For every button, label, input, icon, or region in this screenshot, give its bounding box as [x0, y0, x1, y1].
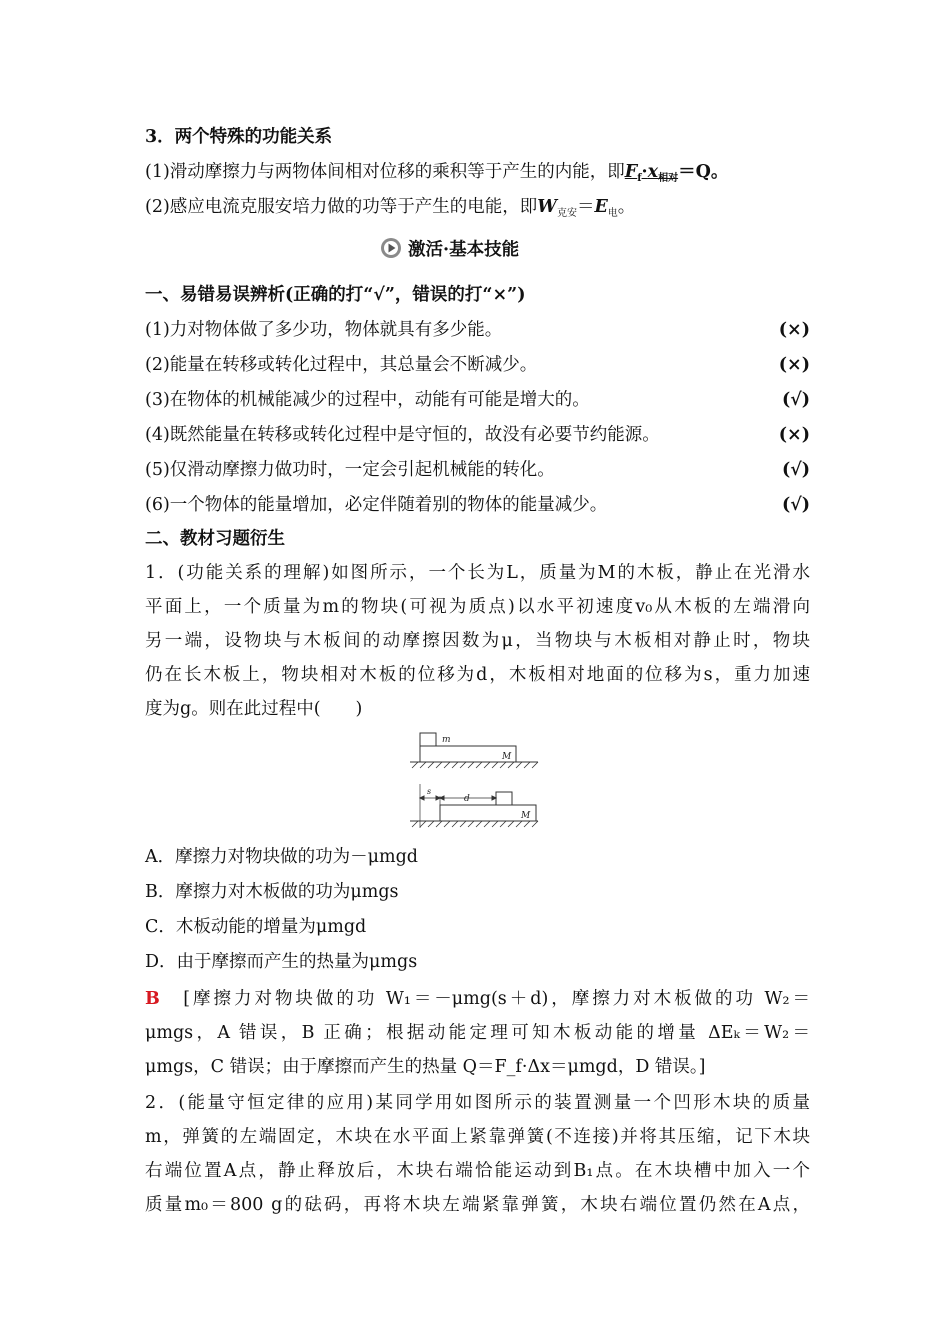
paragraph-1	[145, 155, 810, 192]
play-circle-icon	[380, 237, 402, 259]
judgment-mark: (√)	[781, 495, 810, 515]
judgment-text: (5)仅滑动摩擦力做功时，一定会引起机械能的转化。	[145, 460, 555, 480]
option-c: C．木板动能的增量为μmgd	[145, 917, 367, 937]
s-label: s	[427, 787, 432, 796]
q1-line: 度为g。则在此过程中( )	[145, 699, 363, 719]
p2-w: W	[537, 197, 557, 217]
p1-formula	[625, 162, 678, 182]
judgment-mark: (×)	[778, 320, 810, 340]
judgment-item	[145, 348, 810, 382]
option-b: B．摩擦力对木板做的功为μmgs	[145, 882, 399, 902]
part2-title: 二、教材习题衍生	[145, 529, 285, 549]
p2-end: 。	[617, 197, 636, 217]
judgment-item	[145, 418, 810, 452]
p1-formula-sub-rel: 相对	[658, 173, 679, 184]
q2-line: 2．(能量守恒定律的应用)某同学用如图所示的装置测量一个凹形木块的质量	[145, 1093, 810, 1113]
p2-e: E	[594, 197, 608, 217]
answer-line-3: μmgs，C 错误；由于摩擦而产生的热量 Q＝F_f·Δx＝μmgd，D 错误。]	[145, 1057, 706, 1077]
judgment-item	[145, 383, 810, 417]
d-label: d	[464, 794, 470, 804]
bottom-board-label: M	[521, 811, 531, 821]
judgment-text: (4)既然能量在转移或转化过程中是守恒的，故没有必要节约能源。	[145, 425, 660, 445]
option-a: A．摩擦力对物块做的功为－μmgd	[145, 847, 419, 867]
section-header	[380, 232, 519, 264]
answer-line-1	[145, 982, 810, 1016]
p2-text: (2)感应电流克服安培力做的功等于产生的电能，即	[145, 197, 538, 217]
judgment-item	[145, 453, 810, 487]
paragraph-2	[145, 190, 810, 227]
top-scene	[410, 733, 538, 768]
q2-line: 质量m₀＝800 g的砝码，再将木块左端紧靠弹簧，木块右端位置仍然在A点，	[145, 1195, 810, 1215]
top-block-m	[420, 733, 436, 746]
judgment-mark: (×)	[778, 355, 810, 375]
answer-text-1: [摩擦力对物块做的功 W₁＝－μmg(s＋d)，摩擦力对木板做的功 W₂＝	[183, 989, 810, 1009]
answer-letter: B	[145, 989, 160, 1009]
judgment-text: (1)力对物体做了多少功，物体就具有多少能。	[145, 320, 503, 340]
option-d: D．由于摩擦而产生的热量为μmgs	[145, 952, 418, 972]
p2-e-sub: 电	[607, 208, 618, 219]
p1-formula-dot: ·	[641, 162, 648, 182]
q1-line: 平面上，一个质量为m的物块(可视为质点)以水平初速度v₀从木板的左端滑向	[145, 597, 810, 617]
judgment-mark: (√)	[781, 460, 810, 480]
q1-line: 仍在长木板上，物块相对木板的位移为d，木板相对地面的位移为s，重力加速	[145, 665, 810, 685]
p1-formula-x: x	[647, 162, 659, 182]
ground-hatch-bottom	[412, 821, 538, 827]
judgment-text: (6)一个物体的能量增加，必定伴随着别的物体的能量减少。	[145, 495, 608, 515]
judgment-mark: (×)	[778, 425, 810, 445]
p1-formula-sub-f: f	[637, 173, 642, 184]
p2-eq: ＝	[576, 197, 595, 217]
top-block-label: m	[442, 735, 451, 745]
q2-line: 右端位置A点，静止释放后，木块右端恰能运动到B₁点。在木块槽中加入一个	[145, 1161, 810, 1181]
judgment-item	[145, 313, 810, 347]
judgment-text: (3)在物体的机械能减少的过程中，动能有可能是增大的。	[145, 390, 590, 410]
p2-w-sub: 克安	[556, 208, 577, 219]
ground-hatch-top	[412, 762, 538, 768]
p1-formula-F: F	[624, 162, 638, 182]
p1-suffix: ＝Q。	[678, 162, 729, 182]
judgment-mark: (√)	[781, 390, 810, 410]
judgment-text: (2)能量在转移或转化过程中，其总量会不断减少。	[145, 355, 538, 375]
q1-line: 1．(功能关系的理解)如图所示，一个长为L，质量为M的木板，静止在光滑水	[145, 563, 810, 583]
answer-line-2: μmgs，A 错误，B 正确；根据动能定理可知木板动能的增量 ΔEₖ＝W₂＝	[145, 1023, 810, 1043]
p1-text: (1)滑动摩擦力与两物体间相对位移的乘积等于产生的内能，即	[145, 162, 625, 182]
judgment-item	[145, 488, 810, 522]
q1-line: 另一端，设物块与木板间的动摩擦因数为μ，当物块与木板相对静止时，物块	[145, 631, 810, 651]
top-board-label: M	[502, 752, 512, 762]
section-title: 激活·基本技能	[408, 239, 520, 260]
board-block-diagram	[410, 730, 540, 835]
heading-3: 3．两个特殊的功能关系	[145, 127, 333, 147]
bottom-block-m	[496, 792, 512, 805]
q2-line: m，弹簧的左端固定，木块在水平面上紧靠弹簧(不连接)并将其压缩，记下木块	[145, 1127, 810, 1147]
part1-title: 一、易错易误辨析(正确的打“√”，错误的打“×”)	[145, 285, 526, 305]
